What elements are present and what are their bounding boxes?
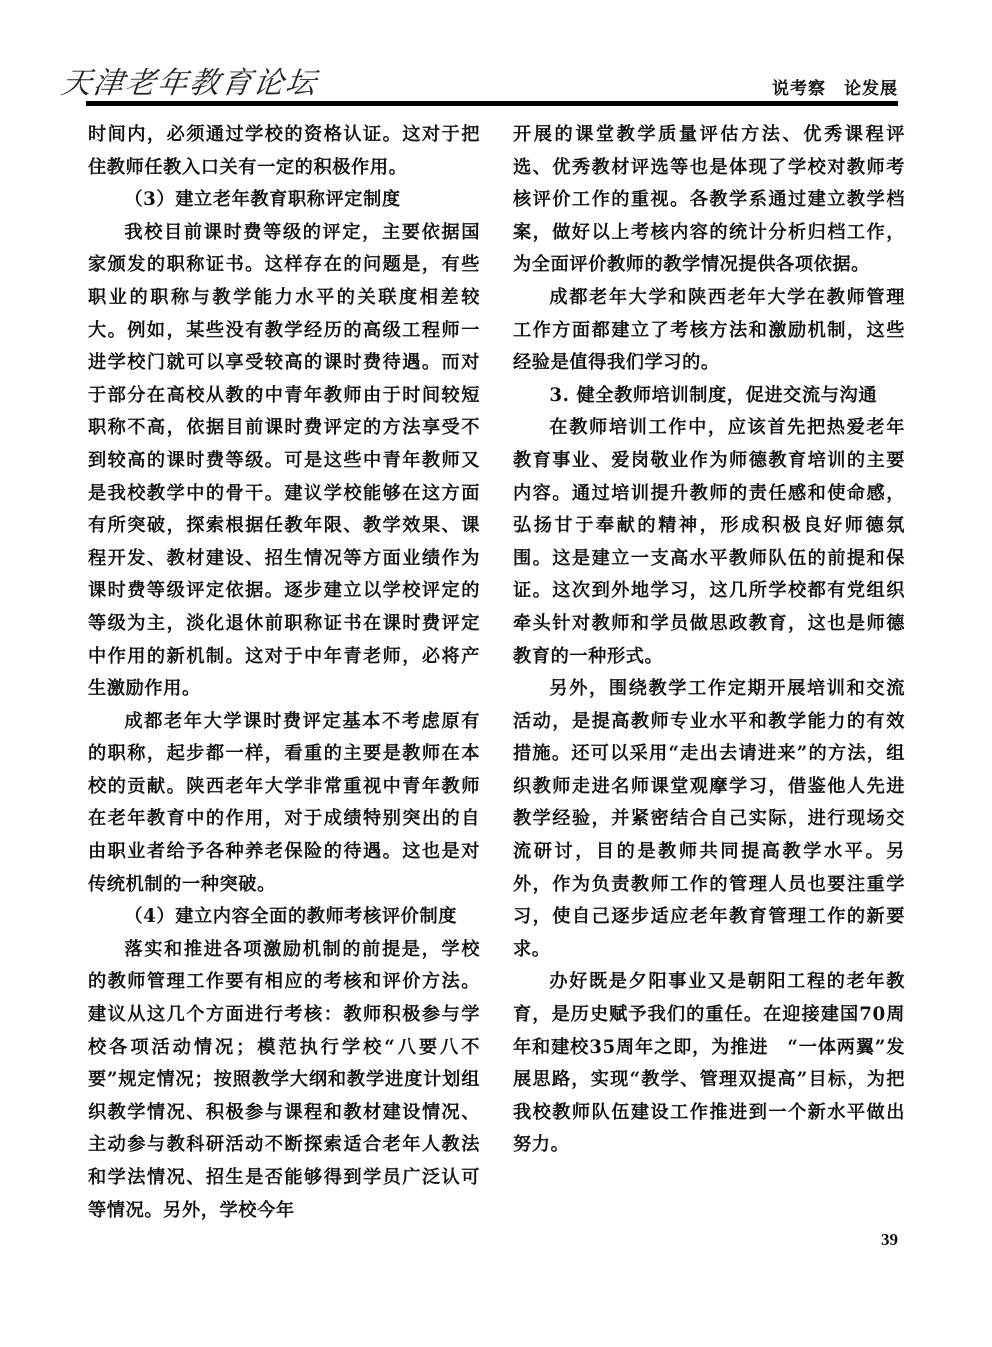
- paragraph: 成都老年大学和陕西老年大学在教师管理工作方面都建立了考核方法和激励机制，这些经验是值得我们学习的。: [513, 286, 905, 374]
- paragraph: 落实和推进各项激励机制的前提是，学校的教师管理工作要有相应的考核和评价方法。建议从这几个方面进行考核：教师积极参与学校各项活动情况；模范执行学校“八要八不要”规定情况；按照教学大纲和教学进度计划组织教学情况、积极参与课程和教材建设情况、主动参与教科研活动不断探索适合老年人教法和学法情况、招生是否能够得到学员广泛认可等情况。另外，学校今年: [88, 938, 480, 1221]
- paragraph: 开展的课堂教学质量评估方法、优秀课程评选、优秀教材评选等也是体现了学校对教师考核评价工作的重视。各教学系通过建立教学档案，做好以上考核内容的统计分析归档工作，为全面评价教师的教学情况提供各项依据。: [513, 124, 905, 276]
- paragraph: 在教师培训工作中，应该首先把热爱老年教育事业、爱岗敬业作为师德教育培训的主要内容。通过培训提升教师的责任感和使命感，弘扬甘于奉献的精神，形成积极良好师德氛围。这是建立一支高水平教师队伍的前提和保证。这次到外地学习，这几所学校都有党组织牵头针对教师和学员做思政教育，这也是师德教育的一种形式。: [513, 417, 905, 667]
- paragraph: 时间内，必须通过学校的资格认证。这对于把住教师任教入口关有一定的积极作用。: [88, 124, 480, 178]
- paragraph: 成都老年大学课时费评定基本不考虑原有的职称，起步都一样，看重的主要是教师在本校的贡献。陕西老年大学非常重视中青年教师在老年教育中的作用，对于成绩特别突出的自由职业者给予各种养老保险的待遇。这也是对传统机制的一种突破。: [88, 710, 480, 895]
- subheading: 3. 健全教师培训制度，促进交流与沟通: [549, 384, 878, 406]
- journal-masthead: 天津老年教育论坛: [59, 66, 320, 101]
- header-rule: [86, 101, 898, 106]
- paragraph: 我校目前课时费等级的评定，主要依据国家颁发的职称证书。这样存在的问题是，有些职业的职称与教学能力水平的关联度相差较大。例如，某些没有教学经历的高级工程师一进学校门就可以享受较高的课时费待遇。而对于部分在高校从教的中青年教师由于时间较短职称不高，依据目前课时费评定的方法享受不到较高的课时费等级。可是这些中青年教师又是我校教学中的骨干。建议学校能够在这方面有所突破，探索根据任教年限、教学效果、课程开发、教材建设、招生情况等方面业绩作为课时费等级评定依据。逐步建立以学校评定的等级为主，淡化退休前职称证书在课时费评定中作用的新机制。这对于中年青老师，必将产生激励作用。: [88, 221, 480, 700]
- paragraph: 另外，围绕教学工作定期开展培训和交流活动，是提高教师专业水平和教学能力的有效措施。还可以采用“走出去请进来”的方法，组织教师走进名师课堂观摩学习，借鉴他人先进教学经验，并紧密结合自己实际，进行现场交流研讨，目的是教师共同提高教学水平。另外，作为负责教师工作的管理人员也要注重学习，使自己逐步适应老年教育管理工作的新要求。: [513, 678, 905, 960]
- left-column: [88, 119, 480, 1227]
- right-column: [513, 119, 905, 1162]
- page-number: 39: [881, 1230, 898, 1249]
- subheading: （4）建立内容全面的教师考核评价制度: [124, 906, 458, 928]
- section-label: 说考察 论发展: [772, 79, 898, 99]
- subheading: （3）建立老年教育职称评定制度: [124, 189, 401, 211]
- paragraph: 办好既是夕阳事业又是朝阳工程的老年教育，是历史赋予我们的重任。在迎接建国70周年和建校35周年之即，为推进 “一体两翼”发展思路，实现“教学、管理双提高”目标，为把我校教师队伍建设工作推进到一个新水平做出努力。: [513, 971, 905, 1156]
